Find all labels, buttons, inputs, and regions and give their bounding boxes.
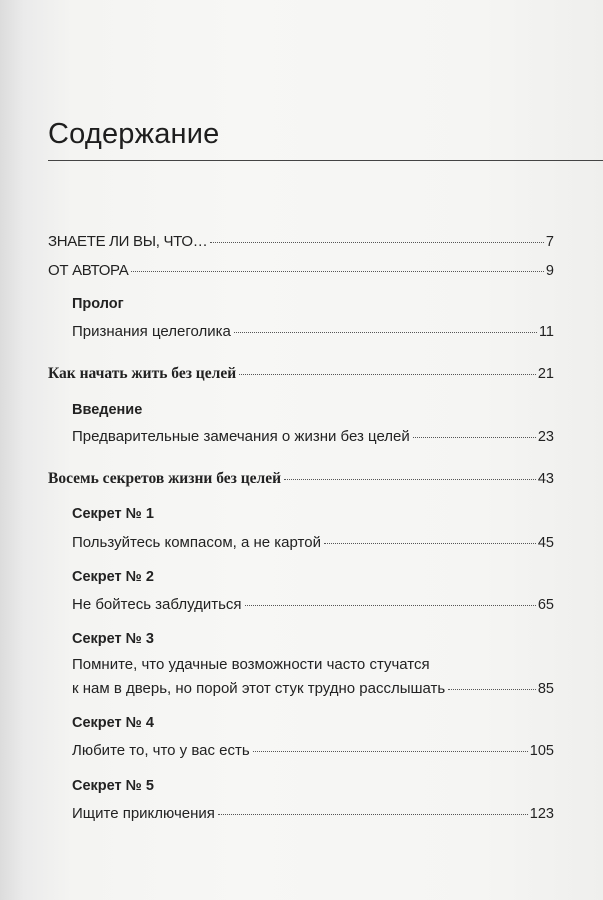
toc-page-number: 65 (537, 597, 554, 613)
dot-leader (448, 689, 536, 690)
toc-entry-prologue (72, 323, 554, 345)
toc-page-number: 21 (537, 366, 554, 382)
dot-leader (210, 242, 544, 243)
secret-3-label: Секрет № 3 (72, 631, 154, 647)
toc-entry-text: ОТ АВТОРА (48, 262, 129, 279)
toc-entry-did-you-know (48, 233, 554, 255)
toc-part-title: Как начать жить без целей (48, 365, 237, 382)
toc-entry-text: к нам в дверь, но порой этот стук трудно расслышать (72, 680, 446, 697)
toc-page-number: 9 (545, 263, 554, 279)
toc-part-title: Восемь секретов жизни без целей (48, 470, 282, 487)
toc-entry-text: Ищите приключения (72, 805, 215, 822)
dot-leader (284, 479, 536, 480)
secret-2-label: Секрет № 2 (72, 569, 154, 585)
toc-page-number: 123 (529, 806, 554, 822)
toc-page-number: 43 (537, 471, 554, 487)
dot-leader (239, 374, 536, 375)
toc-entry-text: Пользуйтесь компасом, а не картой (72, 534, 321, 551)
toc-entry-introduction (72, 428, 554, 450)
secret-4-label: Секрет № 4 (72, 715, 154, 731)
toc-entry-secret-3 (72, 680, 554, 702)
toc-page-number: 11 (538, 324, 554, 340)
toc-page-number: 7 (545, 234, 554, 250)
toc-entry-text: Признания целеголика (72, 323, 231, 340)
toc-part-2 (48, 470, 554, 492)
dot-leader (324, 543, 536, 544)
toc-entry-secret-5 (72, 805, 554, 827)
toc-entry-text: ЗНАЕТЕ ЛИ ВЫ, ЧТО… (48, 233, 208, 250)
toc-entry-secret-3-line1: Помните, что удачные возможности часто стучатся (72, 656, 430, 673)
prologue-label: Пролог (72, 296, 124, 312)
dot-leader (131, 271, 543, 272)
toc-page-number: 85 (537, 681, 554, 697)
toc-page-number: 105 (529, 743, 554, 759)
toc-entry-text: Любите то, что у вас есть (72, 742, 250, 759)
secret-1-label: Секрет № 1 (72, 506, 154, 522)
dot-leader (245, 605, 536, 606)
toc-entry-secret-4 (72, 742, 554, 764)
toc-part-1 (48, 365, 554, 387)
toc-entry-text: Не бойтесь заблудиться (72, 596, 242, 613)
toc-page-number: 45 (537, 535, 554, 551)
secret-5-label: Секрет № 5 (72, 778, 154, 794)
dot-leader (218, 814, 528, 815)
title-rule (48, 160, 603, 161)
introduction-label: Введение (72, 402, 143, 418)
toc-entry-text: Предварительные замечания о жизни без целей (72, 428, 410, 445)
dot-leader (253, 751, 528, 752)
page-title: Содержание (48, 118, 220, 150)
toc-entry-secret-1 (72, 534, 554, 556)
toc-entry-secret-2 (72, 596, 554, 618)
toc-entry-from-author (48, 262, 554, 284)
toc-page-number: 23 (537, 429, 554, 445)
dot-leader (413, 437, 536, 438)
dot-leader (234, 332, 537, 333)
